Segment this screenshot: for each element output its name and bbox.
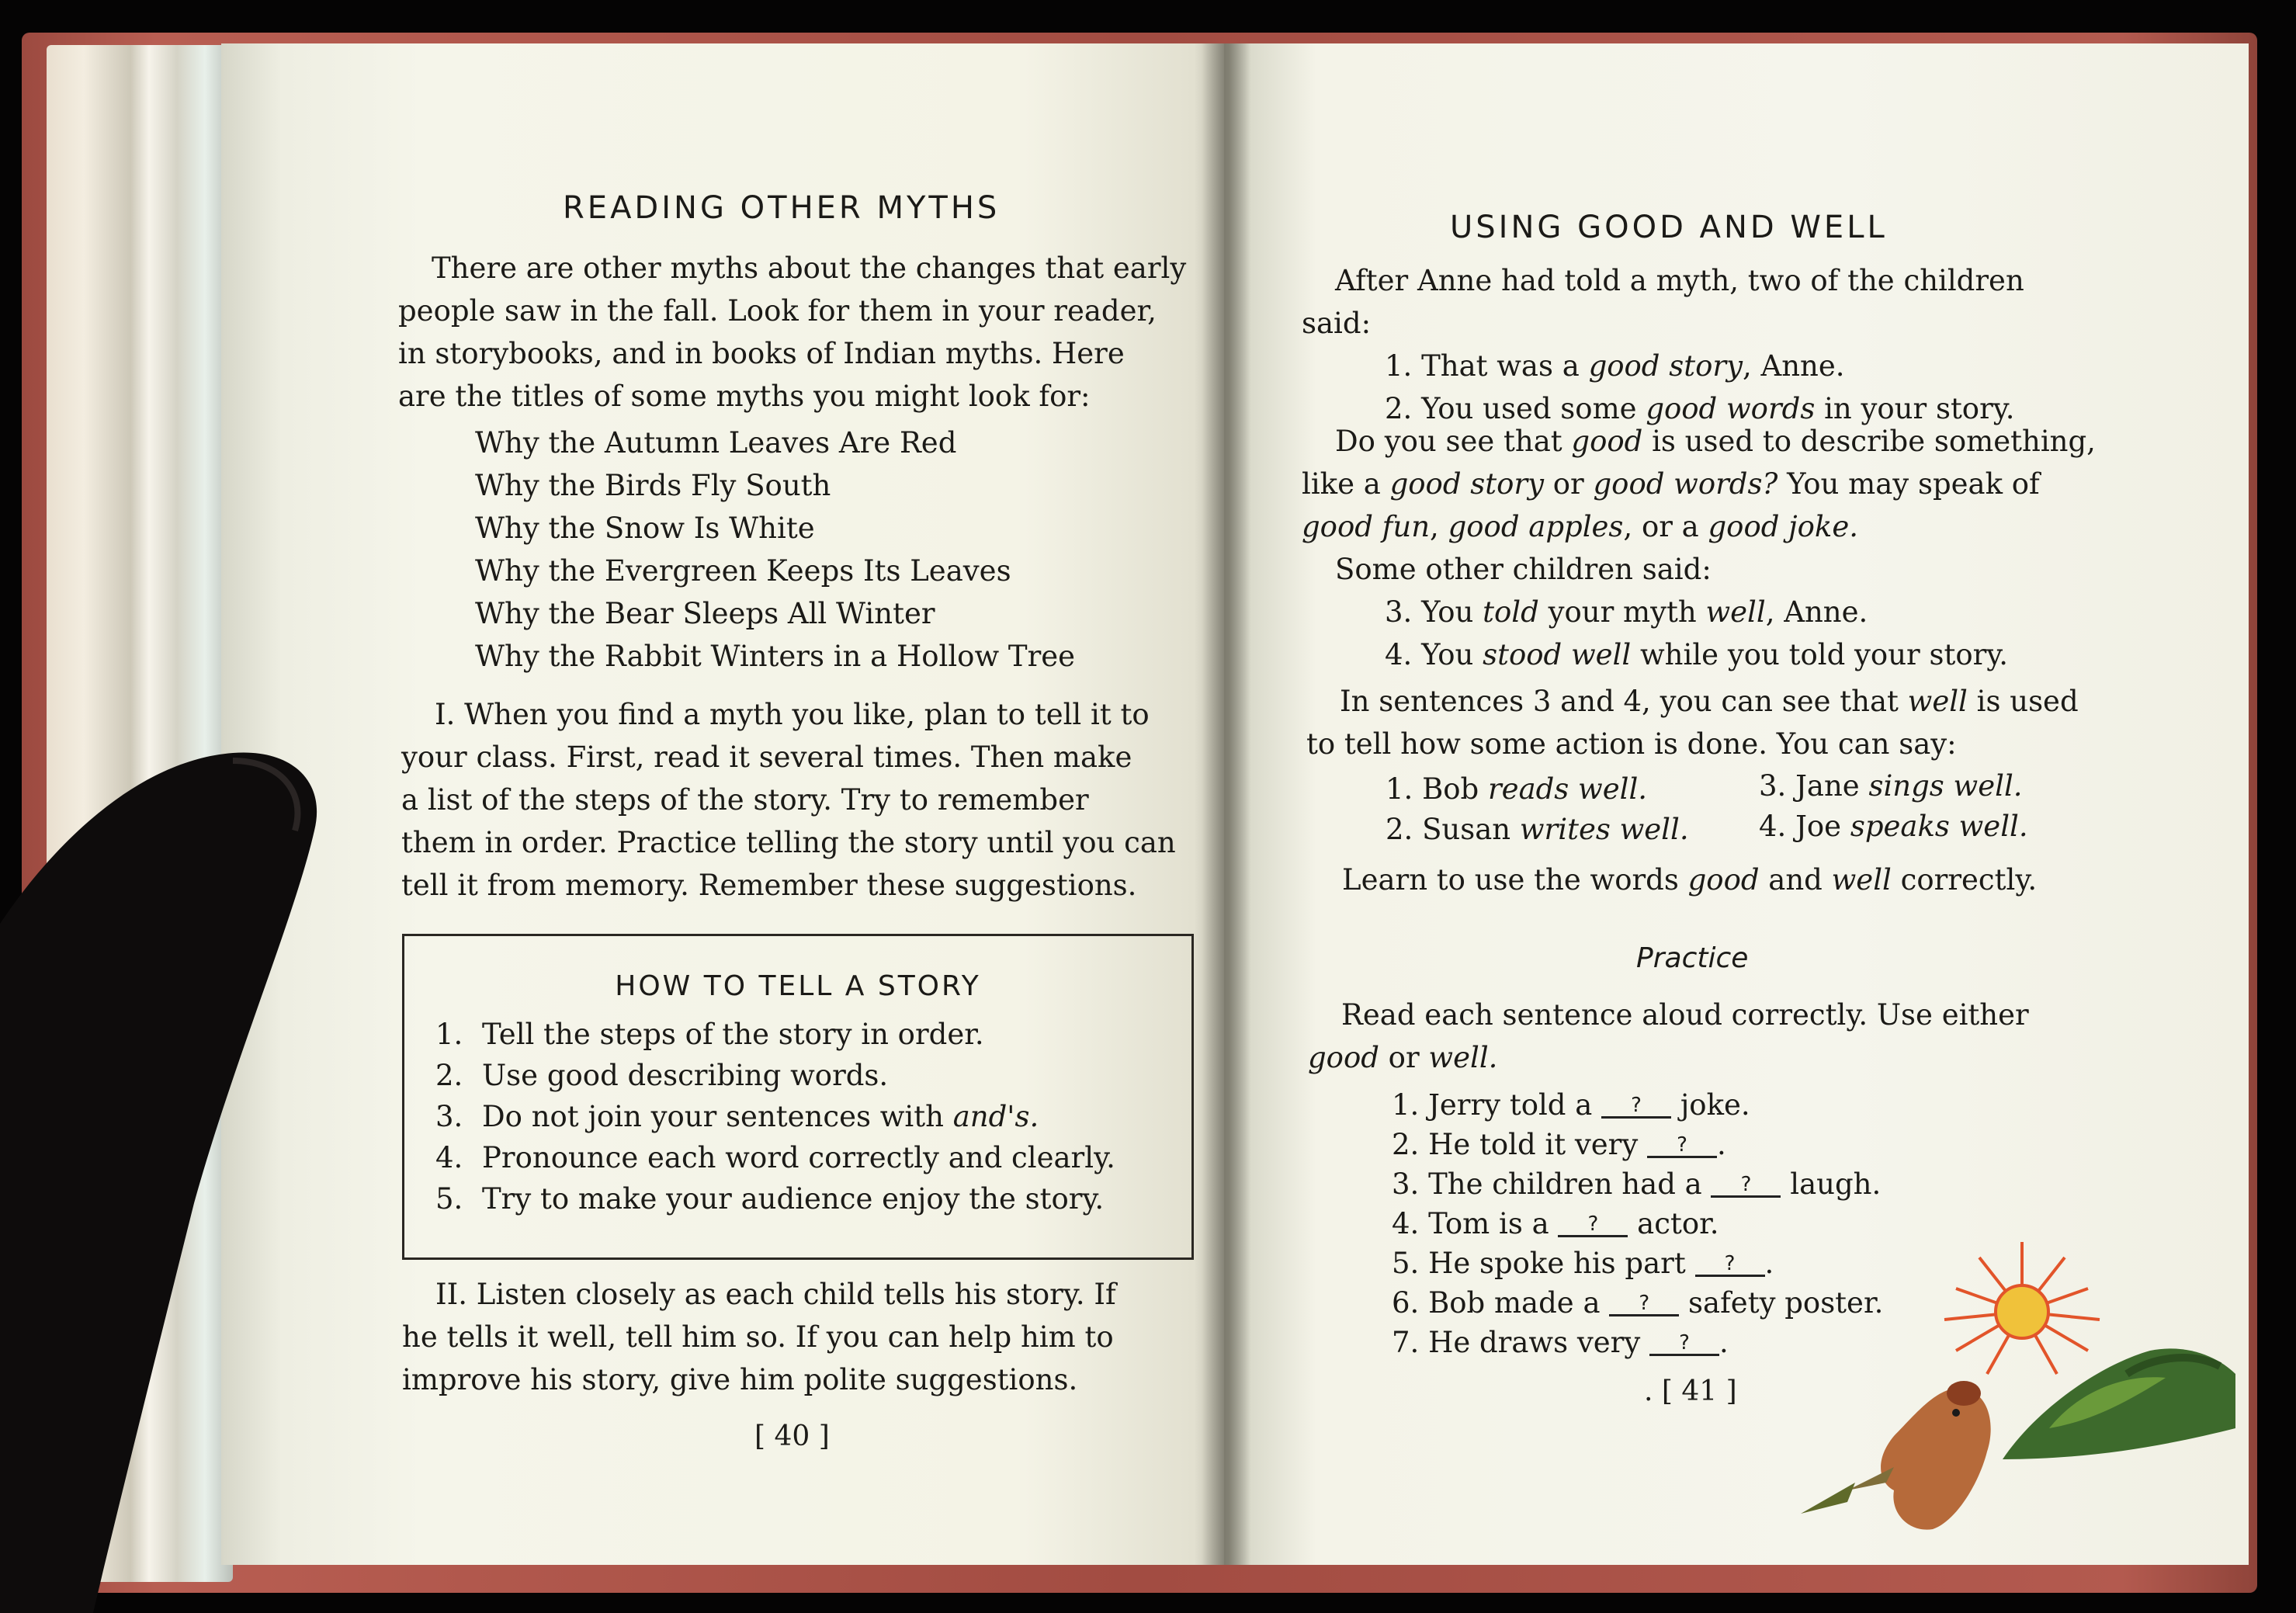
answer-blank: ? <box>1695 1253 1765 1277</box>
exercise-line: 5. He spoke his part ? . <box>1392 1247 1774 1280</box>
text-line: in storybooks, and in books of Indian myths. Here <box>398 337 1125 370</box>
left-heading: READING OTHER MYTHS <box>563 190 1001 226</box>
text-line: good or well. <box>1308 1041 1498 1074</box>
answer-blank: ? <box>1558 1213 1628 1237</box>
myth-title: Why the Autumn Leaves Are Red <box>475 426 957 460</box>
example-line: 2. You used some good words in your story. <box>1385 392 2015 425</box>
part-two-paragraph <box>402 1273 1116 1401</box>
text-line: people saw in the fall. Look for them in your reader, <box>398 294 1157 328</box>
example-sentences-col1 <box>1386 769 1689 850</box>
text-line: In sentences 3 and 4, you can see that well is used <box>1340 685 2079 718</box>
how-to-tell-a-story-box <box>402 934 1194 1260</box>
right-text-block <box>1302 420 2096 676</box>
intro-paragraph <box>398 247 1186 418</box>
text-line: I. When you find a myth you like, plan to tell it to <box>435 698 1150 731</box>
text-line: II. Listen closely as each child tells his story. If <box>435 1278 1116 1311</box>
exercise-line: 2. He told it very ? . <box>1392 1128 1726 1161</box>
text-line: improve his story, give him polite suggestions. <box>402 1363 1078 1396</box>
example-line: 1. That was a good story, Anne. <box>1385 349 1845 383</box>
list-item: 4. Pronounce each word correctly and clearly. <box>435 1141 1115 1174</box>
exercise-line: 7. He draws very ? . <box>1392 1326 1729 1359</box>
story-tips-list <box>435 1014 1115 1219</box>
right-text-block <box>1308 994 2029 1079</box>
text-line: like a good story or good words? You may speak of <box>1302 467 2040 501</box>
example-sentences-col2 <box>1759 766 2028 847</box>
text-line: a list of the steps of the story. Try to remember <box>401 783 1089 817</box>
text-line: he tells it well, tell him so. If you can help him to <box>402 1320 1114 1354</box>
myth-title: Why the Rabbit Winters in a Hollow Tree <box>475 640 1076 673</box>
example-line: 3. You told your myth well, Anne. <box>1385 595 1868 629</box>
example-line: 4. Joe speaks well. <box>1759 810 2028 843</box>
text-line: Do you see that good is used to describe something, <box>1335 425 2096 458</box>
text-line: are the titles of some myths you might look for: <box>398 380 1091 413</box>
myth-title: Why the Birds Fly South <box>475 469 831 502</box>
right-heading: USING GOOD AND WELL <box>1450 210 1888 245</box>
myth-title-list <box>475 421 1075 678</box>
text-line: them in order. Practice telling the story until you can <box>401 826 1176 859</box>
example-line: 4. You stood well while you told your story. <box>1385 638 2009 671</box>
thumb <box>0 737 326 1613</box>
answer-blank: ? <box>1711 1174 1781 1198</box>
text-line: After Anne had told a myth, two of the children <box>1335 264 2024 297</box>
list-item: 2. Use good describing words. <box>435 1059 889 1092</box>
text-line: tell it from memory. Remember these suggestions. <box>401 869 1137 902</box>
right-text-block <box>1302 259 2024 430</box>
text-line: to tell how some action is done. You can say: <box>1306 727 1957 761</box>
answer-blank: ? <box>1647 1134 1717 1158</box>
answer-blank: ? <box>1649 1332 1719 1356</box>
exercise-line: 4. Tom is a ? actor. <box>1392 1207 1719 1240</box>
exercise-line: 3. The children had a ? laugh. <box>1392 1167 1882 1201</box>
practice-heading: Practice <box>1636 942 1749 974</box>
text-line: Learn to use the words good and well correctly. <box>1342 863 2038 897</box>
list-item: 5. Try to make your audience enjoy the story. <box>435 1182 1105 1216</box>
exercise-line: 6. Bob made a ? safety poster. <box>1392 1286 1884 1320</box>
text-line: There are other myths about the changes that early <box>432 251 1187 285</box>
myth-title: Why the Evergreen Keeps Its Leaves <box>475 554 1011 588</box>
example-line: 3. Jane sings well. <box>1759 769 2023 803</box>
text-line: good fun, good apples, or a good joke. <box>1302 510 1859 543</box>
answer-blank: ? <box>1601 1094 1671 1119</box>
right-text-block <box>1342 859 2037 901</box>
text-line: Read each sentence aloud correctly. Use either <box>1341 998 2029 1032</box>
myth-title: Why the Snow Is White <box>475 512 815 545</box>
book-gutter <box>1202 43 1251 1565</box>
list-item: 3. Do not join your sentences with and's. <box>435 1100 1039 1133</box>
sun-and-animal-illustration <box>1801 1234 2243 1560</box>
example-line: 2. Susan writes well. <box>1386 813 1689 846</box>
text-line: your class. First, read it several times. Then make <box>401 741 1132 774</box>
list-item: 1. Tell the steps of the story in order. <box>435 1018 984 1051</box>
text-line: Some other children said: <box>1335 553 1712 586</box>
exercise-line: 1. Jerry told a ? joke. <box>1392 1088 1750 1122</box>
box-title: HOW TO TELL A STORY <box>615 970 981 1002</box>
page-number-right: . [ 41 ] <box>1644 1375 1737 1407</box>
example-line: 1. Bob reads well. <box>1386 772 1648 806</box>
page-number-left: [ 40 ] <box>754 1420 830 1452</box>
right-text-block <box>1306 680 2079 765</box>
myth-title: Why the Bear Sleeps All Winter <box>475 597 935 630</box>
part-one-paragraph <box>401 693 1176 907</box>
text-line: said: <box>1302 307 1372 340</box>
answer-blank: ? <box>1609 1292 1679 1316</box>
